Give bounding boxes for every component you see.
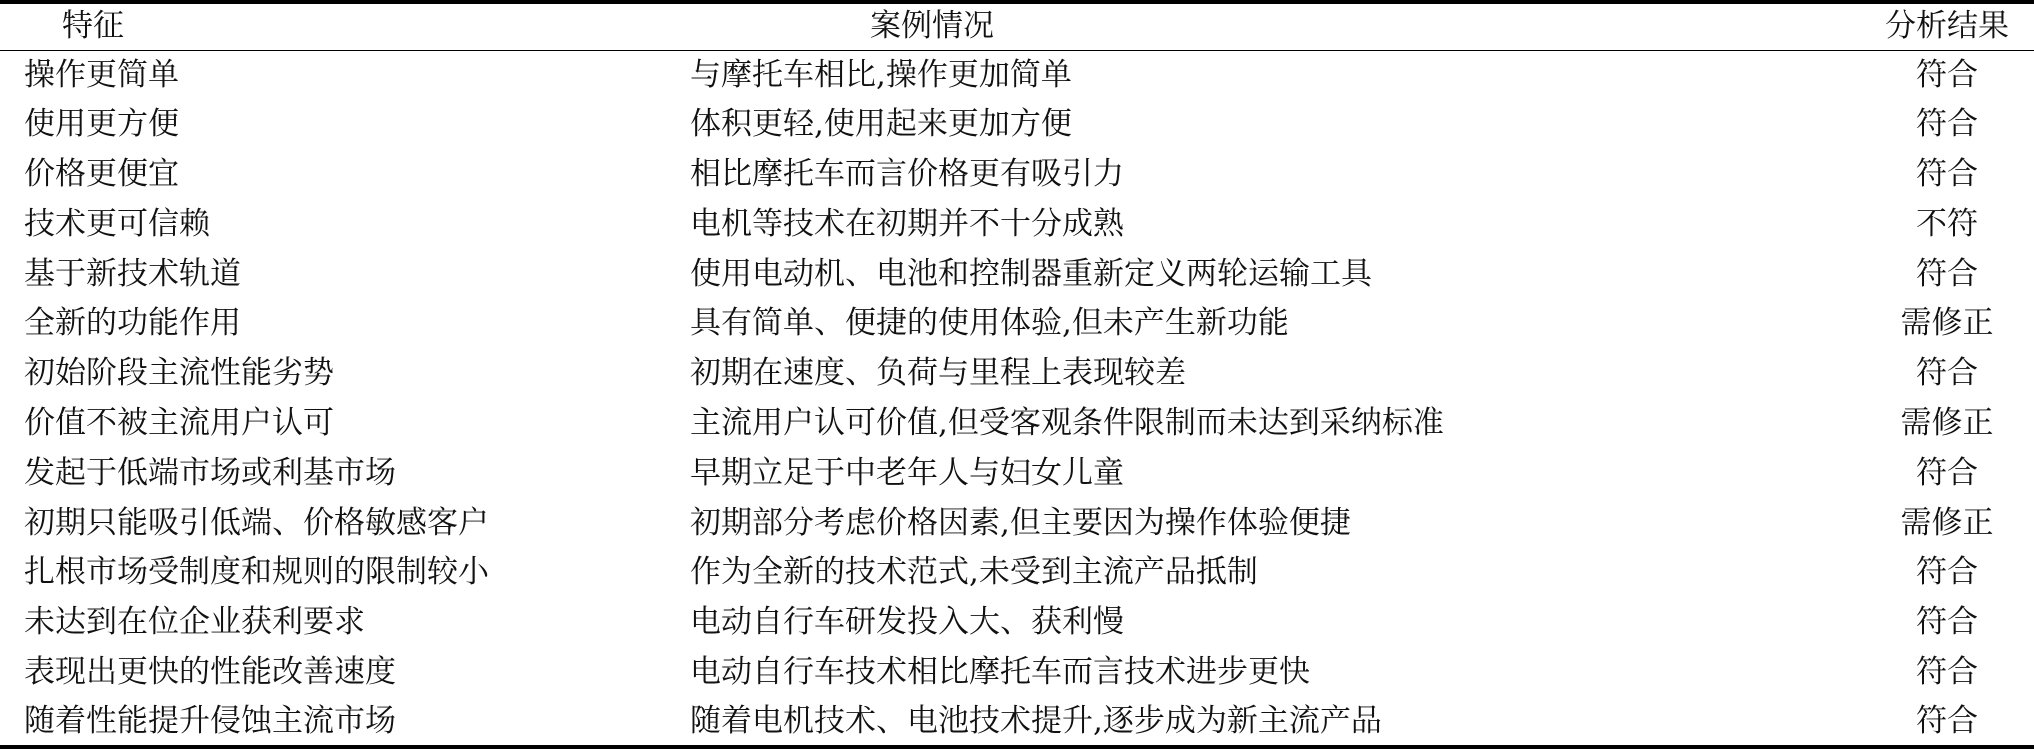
table-row	[0, 50, 2034, 100]
cell-feature: 随着性能提升侵蚀主流市场	[0, 697, 690, 747]
table-row	[0, 548, 2034, 598]
cell-result: 符合	[1916, 155, 1978, 192]
table-row	[0, 150, 2034, 200]
header-result: 分析结果	[1860, 2, 2034, 50]
header-row	[0, 2, 2034, 50]
cell-feature: 全新的功能作用	[24, 305, 241, 342]
table-row	[0, 648, 2034, 698]
cell-case: 电动自行车技术相比摩托车而言技术进步更快	[690, 653, 1310, 690]
cell-case: 与摩托车相比,操作更加简单	[690, 56, 1072, 93]
cell-feature: 初期只能吸引低端、价格敏感客户	[24, 504, 489, 541]
cell-feature: 技术更可信赖	[24, 205, 210, 242]
cell-feature: 未达到在位企业获利要求	[24, 604, 365, 641]
cell-result: 需修正	[1900, 504, 1994, 541]
table-row	[0, 299, 2034, 349]
cell-result: 符合	[1916, 454, 1978, 491]
table-row	[0, 598, 2034, 648]
table-row	[0, 199, 2034, 249]
cell-feature: 表现出更快的性能改善速度	[24, 653, 396, 690]
cell-case: 随着电机技术、电池技术提升,逐步成为新主流产品	[690, 697, 1860, 747]
cell-feature: 操作更简单	[24, 56, 179, 93]
cell-result: 符合	[1916, 604, 1978, 641]
table-row	[0, 399, 2034, 449]
header-feature: 特征	[0, 2, 690, 50]
cell-case: 初期在速度、负荷与里程上表现较差	[690, 355, 1186, 392]
cell-feature: 扎根市场受制度和规则的限制较小	[24, 554, 489, 591]
cell-feature: 价值不被主流用户认可	[24, 404, 334, 441]
cell-result: 符合	[1916, 653, 1978, 690]
cell-result: 需修正	[1900, 305, 1994, 342]
table-row	[0, 100, 2034, 150]
table-row	[0, 448, 2034, 498]
cell-feature: 发起于低端市场或利基市场	[24, 454, 396, 491]
table-row	[0, 697, 2034, 747]
cell-result: 符合	[1916, 106, 1978, 143]
cell-case: 初期部分考虑价格因素,但主要因为操作体验便捷	[690, 504, 1351, 541]
table-header	[0, 2, 2034, 50]
cell-result: 不符	[1916, 205, 1978, 242]
cell-case: 体积更轻,使用起来更加方便	[690, 106, 1072, 143]
cell-case: 电机等技术在初期并不十分成熟	[690, 205, 1124, 242]
cell-feature: 初始阶段主流性能劣势	[24, 355, 334, 392]
cell-case: 作为全新的技术范式,未受到主流产品抵制	[690, 554, 1258, 591]
cell-case: 相比摩托车而言价格更有吸引力	[690, 155, 1124, 192]
cell-case: 使用电动机、电池和控制器重新定义两轮运输工具	[690, 255, 1372, 292]
cell-result: 需修正	[1900, 404, 1994, 441]
header-case: 案例情况	[690, 2, 1860, 50]
cell-result: 符合	[1916, 554, 1978, 591]
cell-case: 早期立足于中老年人与妇女儿童	[690, 454, 1124, 491]
cell-result: 符合	[1916, 355, 1978, 392]
cell-result: 符合	[1860, 697, 2034, 747]
cell-feature: 价格更便宜	[24, 155, 179, 192]
cell-case: 主流用户认可价值,但受客观条件限制而未达到采纳标准	[690, 404, 1444, 441]
cell-result: 符合	[1916, 255, 1978, 292]
table-body	[0, 50, 2034, 747]
cell-case: 电动自行车研发投入大、获利慢	[690, 604, 1124, 641]
cell-result: 符合	[1916, 56, 1978, 93]
cell-case: 具有简单、便捷的使用体验,但未产生新功能	[690, 305, 1289, 342]
table-row	[0, 498, 2034, 548]
table-row	[0, 349, 2034, 399]
table-row	[0, 249, 2034, 299]
cell-feature: 基于新技术轨道	[24, 255, 241, 292]
cell-feature: 使用更方便	[24, 106, 179, 143]
